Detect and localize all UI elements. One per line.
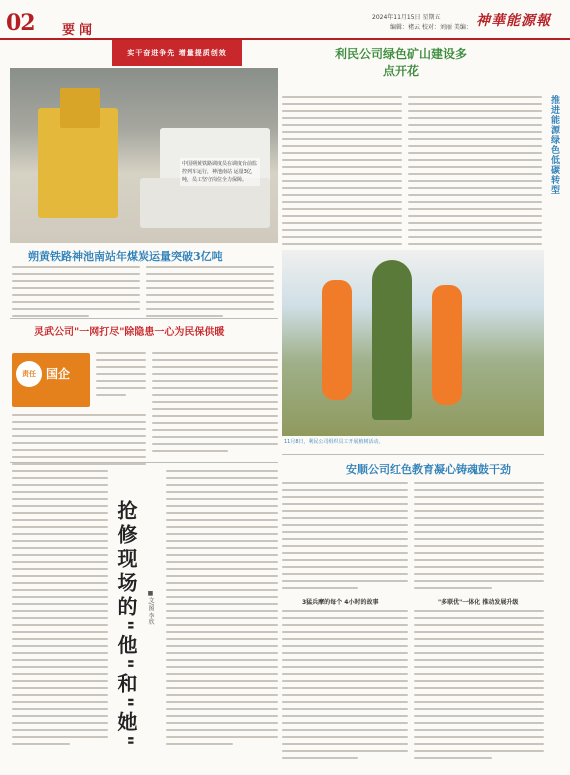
- main-left-body: [12, 266, 140, 322]
- anding-body: [282, 482, 408, 594]
- right-top-body: [282, 96, 402, 264]
- feature-body-left: [12, 470, 108, 750]
- right-photo-caption: 11月8日，利民公司组织员工开展植树活动。: [284, 439, 384, 445]
- divider: [10, 318, 278, 319]
- bottom-right-body: [282, 610, 408, 764]
- responsibility-badge: [12, 353, 90, 407]
- campaign-banner: 实干奋进争先 增量提质创效: [112, 40, 242, 66]
- tree-planting-photo: [282, 250, 544, 436]
- divider: [282, 454, 544, 455]
- divider: [10, 462, 278, 463]
- feature-vertical-headline: 抢修现场的"他"和"她": [114, 500, 138, 750]
- anding-body-2: [414, 482, 544, 594]
- bottom-right-body-2: [414, 610, 544, 764]
- right-top-body-2: [408, 96, 542, 264]
- photo-caption: 中国朔黄铁路调度员在调度台前监控列车运行，神池南站 运量3亿吨，员工坚守岗位全力保障。: [180, 158, 260, 186]
- lingwu-headline: 灵武公司"一网打尽"除隐患一心为民保供暖: [34, 327, 225, 338]
- lingwu-body: [96, 352, 146, 401]
- right-top-headline: 利民公司绿色矿山建设多点开花: [334, 47, 467, 78]
- worker-figure-2: [432, 285, 462, 405]
- badge-bottom: 国企: [46, 367, 71, 381]
- anding-headline: 安顺公司红色教育凝心铸魂鼓干劲: [346, 463, 511, 476]
- masthead-rule: [0, 38, 570, 40]
- masthead: [0, 0, 570, 48]
- newspaper-brand: 神華能源報: [476, 13, 551, 29]
- subhead-left: 3猛兵摩的每个 4小时的故事: [302, 599, 379, 606]
- editor-credits: 编辑：褚云 校对：刘丽 美编：: [390, 24, 472, 31]
- main-left-body-2: [146, 266, 274, 322]
- subhead-right: "多联优"一体化 推动发展升级: [438, 599, 519, 606]
- tree-shape: [372, 260, 412, 420]
- lingwu-body-2: [152, 352, 278, 457]
- forklift-photo: [10, 68, 278, 243]
- right-side-label: 推进能源绿色低碳转型: [549, 95, 559, 195]
- issue-date: 2024年11月15日 星期五: [372, 14, 441, 21]
- page-number: 02: [6, 10, 35, 36]
- badge-top: 责任: [16, 361, 42, 387]
- lingwu-body-3: [12, 414, 146, 477]
- worker-figure: [322, 280, 352, 400]
- feature-author: ■文/图 李欣: [147, 590, 154, 625]
- main-headline: 朔黄铁路神池南站年煤炭运量突破3亿吨: [28, 250, 223, 263]
- forklift-cab: [60, 88, 100, 128]
- section-title: 要闻: [62, 23, 97, 38]
- feature-body-right: [166, 470, 278, 750]
